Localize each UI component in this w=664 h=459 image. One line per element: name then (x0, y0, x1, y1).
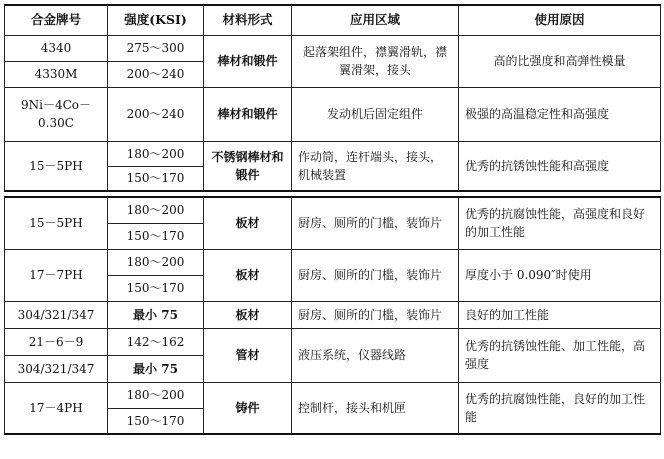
area-cell: 厨房、厕所的门槛，装饰片 (292, 197, 459, 249)
reason-cell: 优秀的抗锈蚀性能、加工性能，高强度 (459, 328, 661, 382)
alloy-cell: 15－5PH (5, 141, 108, 191)
strength-cell: 150～170 (108, 408, 204, 434)
strength-cell: 最小 75 (108, 355, 204, 382)
header-reason: 使用原因 (459, 5, 661, 35)
strength-cell: 180～200 (108, 141, 204, 166)
table-row (5, 35, 661, 61)
reason-cell: 高的比强度和高弹性模量 (459, 35, 661, 87)
table-row (5, 249, 661, 275)
strength-cell: 180～200 (108, 249, 204, 275)
alloy-table-1 (4, 4, 661, 192)
area-cell: 控制杆，接头和机匣 (292, 382, 459, 434)
header-form: 材料形式 (204, 5, 292, 35)
alloy-cell: 304/321/347 (5, 355, 108, 382)
form-cell: 棒材和锻件 (204, 87, 292, 141)
reason-cell: 优秀的抗腐蚀性能，良好的加工性能 (459, 382, 661, 434)
alloy-table-2 (4, 196, 661, 435)
form-cell: 铸件 (204, 382, 292, 434)
alloy-cell: 304/321/347 (5, 301, 108, 328)
form-cell: 棒材和锻件 (204, 35, 292, 87)
alloy-cell: 17－4PH (5, 382, 108, 434)
area-cell: 起落架组件，襟翼滑轨，襟翼滑架，接头 (292, 35, 459, 87)
form-cell: 不锈钢棒材和锻件 (204, 141, 292, 191)
alloy-cell: 15－5PH (5, 197, 108, 249)
table-row (5, 328, 661, 355)
table-row (5, 197, 661, 223)
strength-cell: 180～200 (108, 197, 204, 223)
reason-cell: 优秀的抗腐蚀性能，高强度和良好的加工性能 (459, 197, 661, 249)
strength-cell: 150～170 (108, 223, 204, 249)
table-row (5, 87, 661, 141)
form-cell: 管材 (204, 328, 292, 382)
area-cell: 厨房、厕所的门槛，装饰片 (292, 301, 459, 328)
form-cell: 板材 (204, 301, 292, 328)
strength-cell: 142～162 (108, 328, 204, 355)
reason-cell: 良好的加工性能 (459, 301, 661, 328)
strength-cell: 200～240 (108, 61, 204, 87)
strength-cell: 150～170 (108, 275, 204, 301)
reason-cell: 极强的高温稳定性和高强度 (459, 87, 661, 141)
strength-cell: 275～300 (108, 35, 204, 61)
alloy-cell: 4330M (5, 61, 108, 87)
table-row (5, 382, 661, 408)
alloy-cell: 17－7PH (5, 249, 108, 301)
strength-cell: 180～200 (108, 382, 204, 408)
reason-cell: 优秀的抗锈蚀性能和高强度 (459, 141, 661, 191)
alloy-cell: 21－6－9 (5, 328, 108, 355)
strength-cell: 150～170 (108, 166, 204, 191)
alloy-application-tables (4, 4, 660, 435)
reason-cell: 厚度小于 0.090″时使用 (459, 249, 661, 301)
header-area: 应用区域 (292, 5, 459, 35)
area-cell: 液压系统，仪器线路 (292, 328, 459, 382)
header-alloy: 合金牌号 (5, 5, 108, 35)
strength-cell: 最小 75 (108, 301, 204, 328)
header-strength: 强度(KSI) (108, 5, 204, 35)
alloy-cell: 9Ni－4Co－0.30C (5, 87, 108, 141)
form-cell: 板材 (204, 249, 292, 301)
form-cell: 板材 (204, 197, 292, 249)
strength-cell: 200～240 (108, 87, 204, 141)
area-cell: 厨房、厕所的门槛，装饰片 (292, 249, 459, 301)
alloy-cell: 4340 (5, 35, 108, 61)
area-cell: 发动机后固定组件 (292, 87, 459, 141)
area-cell: 作动筒，连杆端头，接头，机械装置 (292, 141, 459, 191)
table-row (5, 301, 661, 328)
table-row (5, 141, 661, 166)
header-row (5, 5, 661, 35)
